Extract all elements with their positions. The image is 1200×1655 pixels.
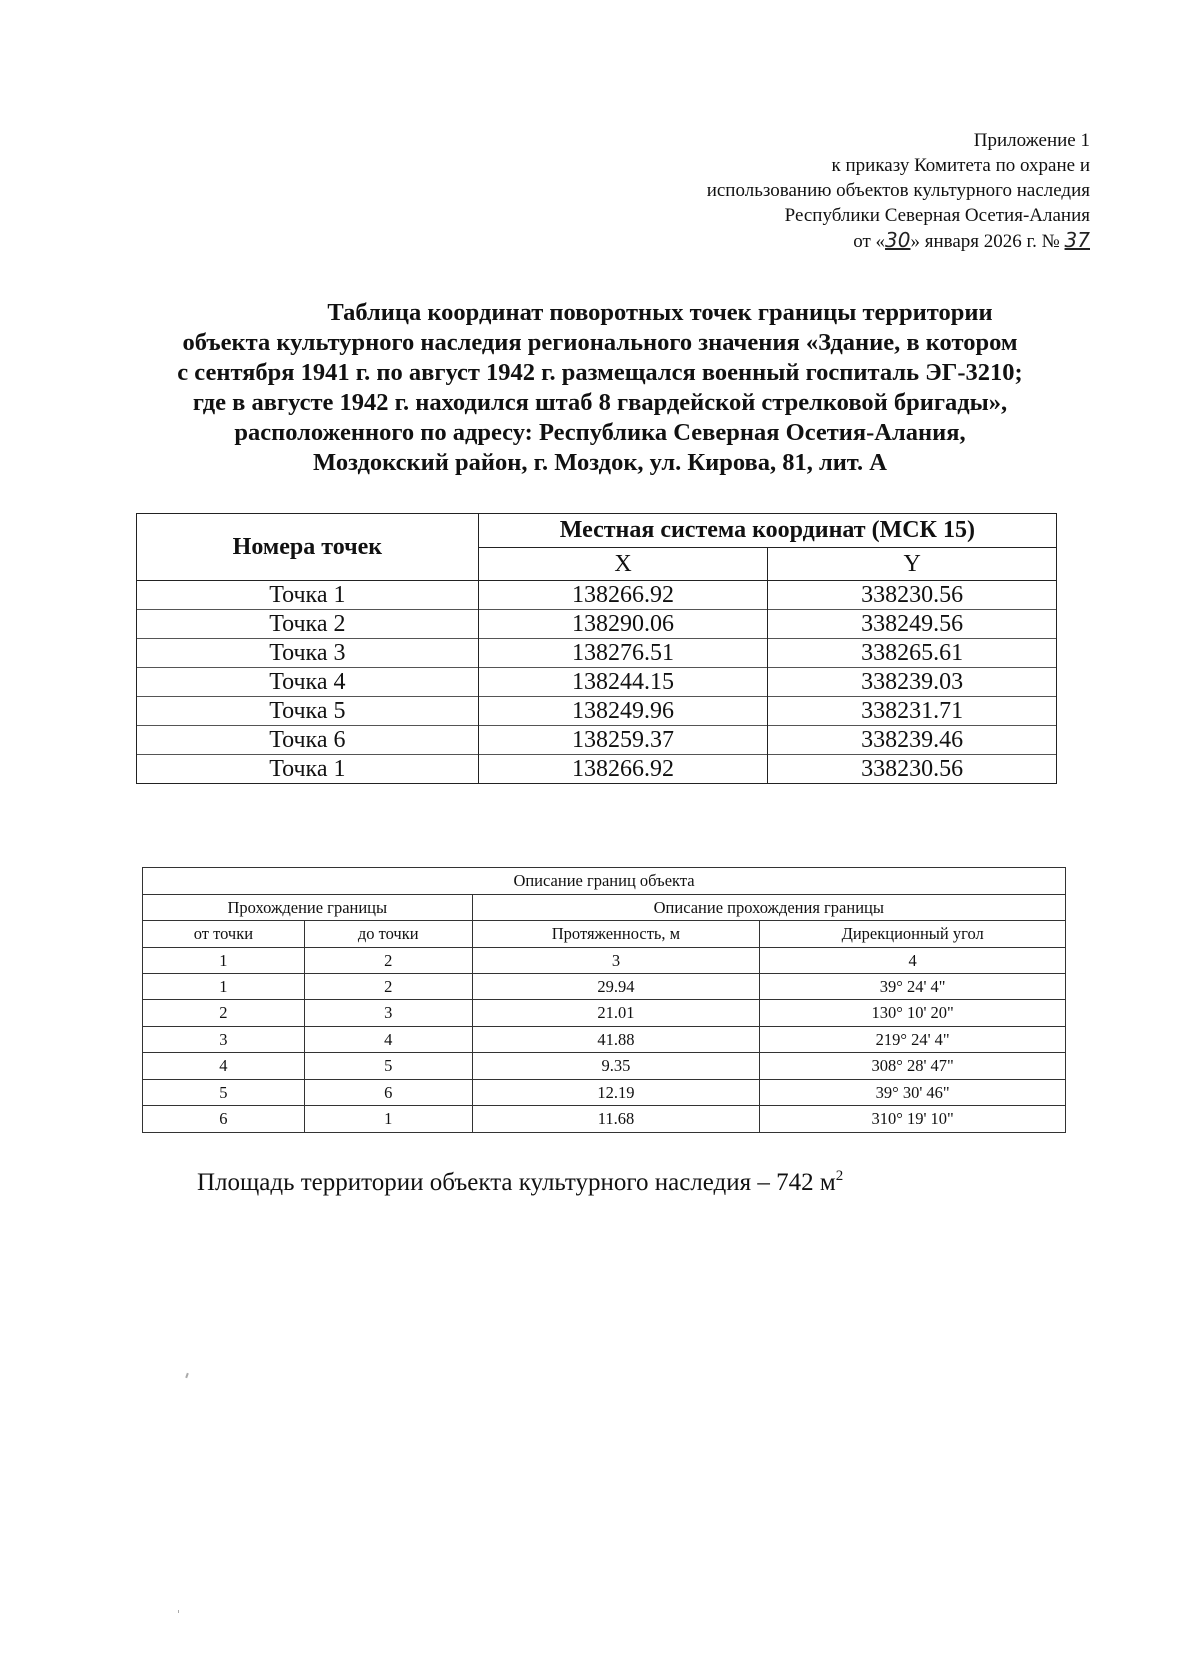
table-row	[137, 755, 1057, 784]
to-point: 4	[304, 1026, 472, 1053]
header-y: Y	[768, 548, 1057, 581]
document-title	[130, 298, 1070, 478]
to-point: 5	[304, 1053, 472, 1080]
table-row	[137, 581, 1057, 610]
header-point-numbers: Номера точек	[137, 514, 479, 581]
segment-length: 41.88	[472, 1026, 760, 1053]
to-point: 6	[304, 1079, 472, 1106]
direction-angle: 130° 10' 20"	[760, 1000, 1066, 1027]
column-number: 3	[472, 947, 760, 973]
table-row	[143, 1106, 1066, 1133]
column-number: 4	[760, 947, 1066, 973]
point-name: Точка 4	[137, 668, 479, 697]
x-value: 138276.51	[478, 639, 768, 668]
table-row	[137, 697, 1057, 726]
direction-angle: 39° 24' 4"	[760, 973, 1066, 1000]
table-row	[137, 639, 1057, 668]
header-to-point: до точки	[304, 921, 472, 948]
handwritten-order-number: 37	[1064, 228, 1090, 252]
direction-angle: 219° 24' 4"	[760, 1026, 1066, 1053]
table-row	[143, 1053, 1066, 1080]
boundary-description-table	[142, 867, 1066, 1133]
header-boundary-passage: Прохождение границы	[143, 894, 473, 921]
from-point: 1	[143, 973, 305, 1000]
x-value: 138266.92	[478, 755, 768, 784]
header-from-point: от точки	[143, 921, 305, 948]
appendix-order-ref: к приказу Комитета по охране и	[831, 155, 1090, 176]
title-line-6: Моздокский район, г. Моздок, ул. Кирова, 81, лит. А	[313, 449, 887, 476]
segment-length: 29.94	[472, 973, 760, 1000]
table-row	[137, 610, 1057, 639]
segment-length: 9.35	[472, 1053, 760, 1080]
table-row	[143, 1079, 1066, 1106]
header-direction-angle: Дирекционный угол	[760, 921, 1066, 948]
point-name: Точка 5	[137, 697, 479, 726]
table-row	[143, 1000, 1066, 1027]
title-line-1: Таблица координат поворотных точек границы территории	[327, 299, 993, 326]
column-number-row	[143, 947, 1066, 973]
direction-angle: 39° 30' 46"	[760, 1079, 1066, 1106]
from-point: 2	[143, 1000, 305, 1027]
boundary-table-caption: Описание границ объекта	[143, 868, 1066, 895]
title-line-3: с сентября 1941 г. по август 1942 г. размещался военный госпиталь ЭГ-3210;	[177, 359, 1023, 386]
area-statement	[197, 1168, 843, 1197]
point-name: Точка 3	[137, 639, 479, 668]
point-name: Точка 2	[137, 610, 479, 639]
point-name: Точка 6	[137, 726, 479, 755]
y-value: 338239.03	[768, 668, 1057, 697]
x-value: 138249.96	[478, 697, 768, 726]
header-passage-description: Описание прохождения границы	[472, 894, 1065, 921]
area-text: Площадь территории объекта культурного наследия – 742 м	[197, 1169, 836, 1196]
appendix-republic: Республики Северная Осетия-Алания	[784, 205, 1090, 226]
segment-length: 12.19	[472, 1079, 760, 1106]
from-point: 4	[143, 1053, 305, 1080]
header-coordinate-system: Местная система координат (МСК 15)	[478, 514, 1056, 548]
y-value: 338249.56	[768, 610, 1057, 639]
y-value: 338230.56	[768, 755, 1057, 784]
direction-angle: 308° 28' 47"	[760, 1053, 1066, 1080]
to-point: 3	[304, 1000, 472, 1027]
x-value: 138259.37	[478, 726, 768, 755]
header-x: X	[478, 548, 768, 581]
point-name: Точка 1	[137, 755, 479, 784]
appendix-date-line	[570, 228, 1090, 254]
y-value: 338265.61	[768, 639, 1057, 668]
table-row	[137, 668, 1057, 697]
to-point: 2	[304, 973, 472, 1000]
title-line-4: где в августе 1942 г. находился штаб 8 гвардейской стрелковой бригады»,	[192, 389, 1008, 416]
from-point: 3	[143, 1026, 305, 1053]
appendix-label: Приложение 1	[973, 130, 1090, 151]
appendix-header	[570, 128, 1090, 254]
to-point: 1	[304, 1106, 472, 1133]
x-value: 138266.92	[478, 581, 768, 610]
scan-speck	[185, 1373, 189, 1378]
title-line-5: расположенного по адресу: Республика Северная Осетия-Алания,	[234, 419, 966, 446]
coordinates-table	[136, 513, 1057, 784]
column-number: 1	[143, 947, 305, 973]
area-superscript: 2	[835, 1168, 844, 1184]
table-row	[137, 726, 1057, 755]
header-length: Протяженность, м	[472, 921, 760, 948]
direction-angle: 310° 19' 10"	[760, 1106, 1066, 1133]
from-point: 5	[143, 1079, 305, 1106]
from-point: 6	[143, 1106, 305, 1133]
appendix-committee: использованию объектов культурного наследия	[706, 180, 1090, 201]
scan-speck	[178, 1610, 179, 1613]
point-name: Точка 1	[137, 581, 479, 610]
table-row	[143, 1026, 1066, 1053]
y-value: 338231.71	[768, 697, 1057, 726]
y-value: 338239.46	[768, 726, 1057, 755]
table-row	[143, 973, 1066, 1000]
date-month-year: » января 2026 г. №	[910, 231, 1060, 252]
segment-length: 21.01	[472, 1000, 760, 1027]
segment-length: 11.68	[472, 1106, 760, 1133]
x-value: 138290.06	[478, 610, 768, 639]
y-value: 338230.56	[768, 581, 1057, 610]
x-value: 138244.15	[478, 668, 768, 697]
column-number: 2	[304, 947, 472, 973]
date-prefix: от «	[853, 231, 886, 252]
title-line-2: объекта культурного наследия регионального значения «Здание, в котором	[182, 329, 1018, 356]
handwritten-day: 30	[885, 228, 911, 252]
